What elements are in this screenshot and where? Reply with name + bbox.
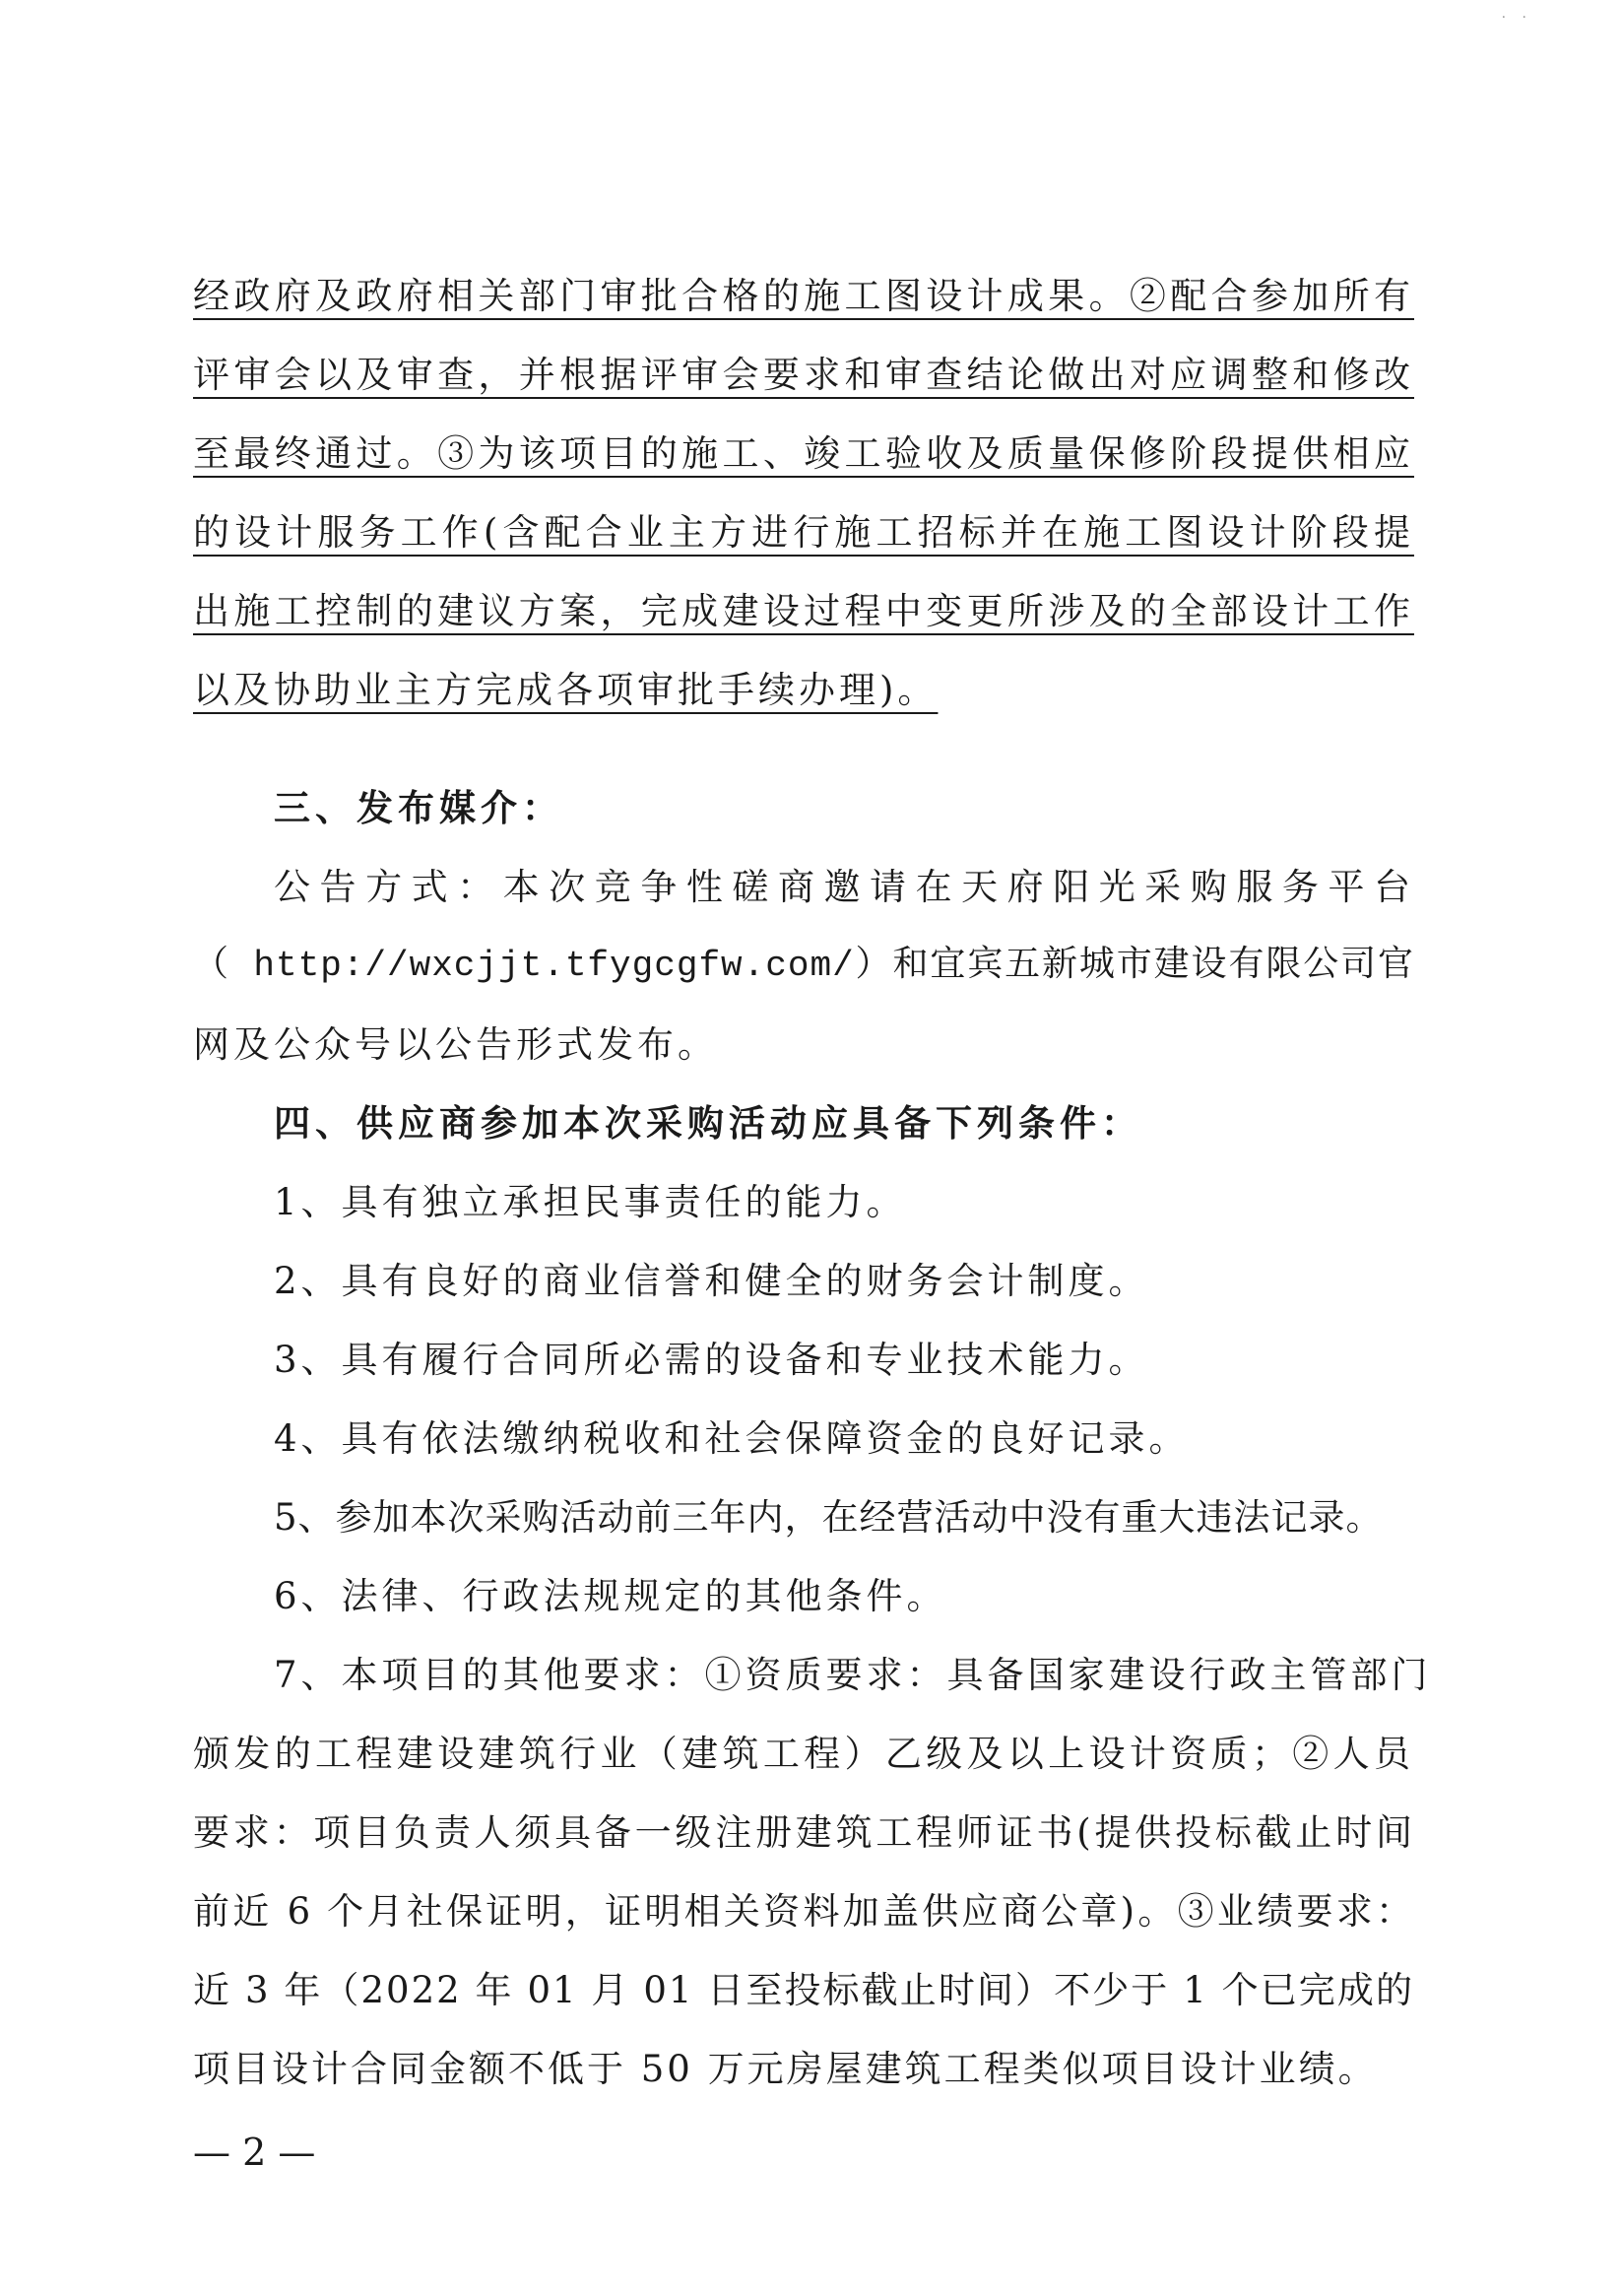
condition-item-7-line: 要求：项目负责人须具备一级注册建筑工程师证书(提供投标截止时间 bbox=[193, 1811, 1414, 1854]
paragraph-line: 以及协助业主方完成各项审批手续办理)。 bbox=[193, 669, 939, 711]
page-number: — 2 — bbox=[193, 2131, 316, 2174]
condition-item-7-line: 颁发的工程建设建筑行业（建筑工程）乙级及以上设计资质；②人员 bbox=[193, 1733, 1414, 1775]
condition-item-7: 7、本项目的其他要求：①资质要求：具备国家建设行政主管部门 bbox=[274, 1654, 1432, 1696]
section3-line: 公告方式：本次竞争性磋商邀请在天府阳光采购服务平台 bbox=[274, 866, 1414, 908]
condition-item: 2、具有良好的商业信誉和健全的财务会计制度。 bbox=[274, 1260, 1149, 1302]
section4-heading: 四、供应商参加本次采购活动应具备下列条件： bbox=[274, 1102, 1142, 1145]
condition-item: 1、具有独立承担民事责任的能力。 bbox=[274, 1181, 907, 1223]
section3-url-line: （ http://wxcjjt.tfygcgfw.com/）和宜宾五新城市建设有限公司官 bbox=[193, 946, 1414, 986]
condition-item: 6、法律、行政法规规定的其他条件。 bbox=[274, 1575, 947, 1617]
paragraph-line: 评审会以及审查，并根据评审会要求和审查结论做出对应调整和修改 bbox=[193, 354, 1414, 396]
section3-heading: 三、发布媒介： bbox=[274, 787, 563, 829]
condition-item: 5、参加本次采购活动前三年内，在经营活动中没有重大违法记录。 bbox=[274, 1496, 1384, 1539]
paragraph-line: 至最终通过。③为该项目的施工、竣工验收及质量保修阶段提供相应 bbox=[193, 432, 1414, 475]
condition-item-7-line: 近 3 年（2022 年 01 月 01 日至投标截止时间）不少于 1 个已完成的 bbox=[193, 1969, 1414, 2011]
scan-mark: · · bbox=[1501, 10, 1532, 26]
paragraph-line: 经政府及政府相关部门审批合格的施工图设计成果。②配合参加所有 bbox=[193, 275, 1414, 317]
section3-line: 网及公众号以公告形式发布。 bbox=[193, 1023, 718, 1066]
paragraph-line: 的设计服务工作(含配合业主方进行施工招标并在施工图设计阶段提 bbox=[193, 511, 1414, 554]
condition-item: 3、具有履行合同所必需的设备和专业技术能力。 bbox=[274, 1339, 1149, 1381]
condition-item: 4、具有依法缴纳税收和社会保障资金的良好记录。 bbox=[274, 1417, 1190, 1460]
paragraph-line: 出施工控制的建议方案，完成建设过程中变更所涉及的全部设计工作 bbox=[193, 590, 1414, 632]
condition-item-7-line: 项目设计合同金额不低于 50 万元房屋建筑工程类似项目设计业绩。 bbox=[193, 2048, 1378, 2090]
condition-item-7-line: 前近 6 个月社保证明，证明相关资料加盖供应商公章)。③业绩要求： bbox=[193, 1890, 1414, 1933]
